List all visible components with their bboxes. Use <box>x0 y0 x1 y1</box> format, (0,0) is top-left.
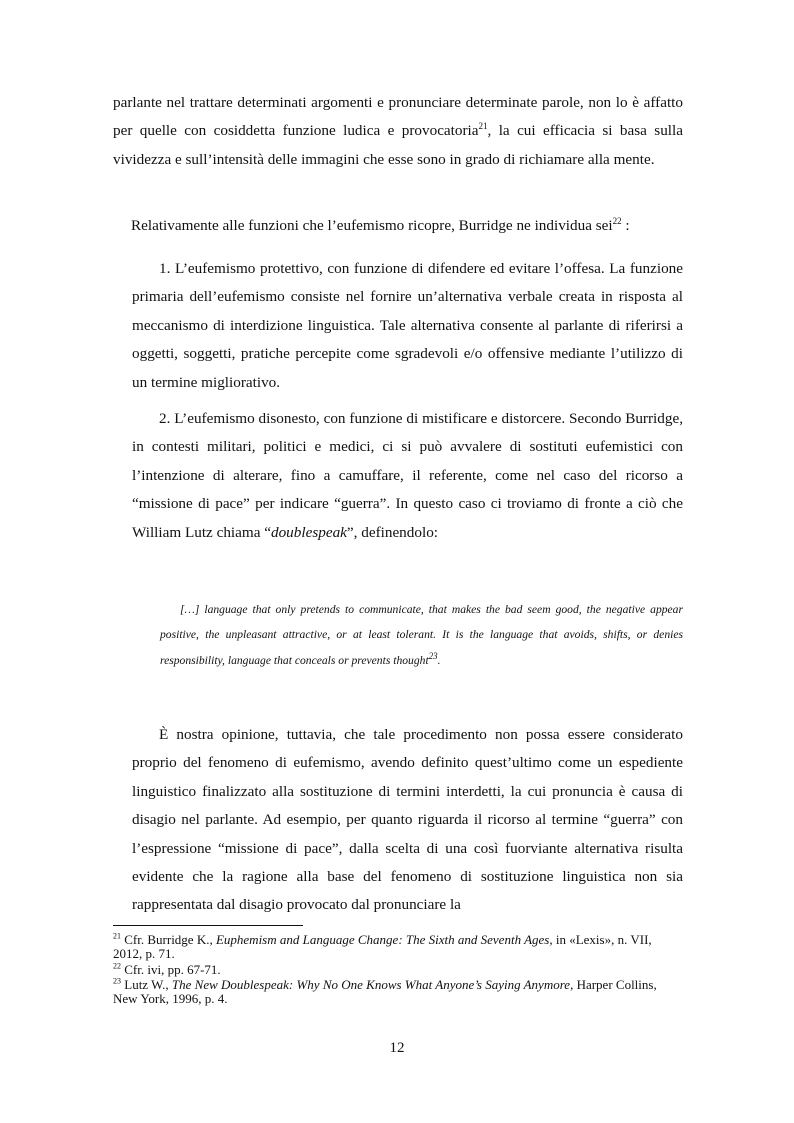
footnote-ref-22[interactable]: 22 <box>612 215 622 226</box>
footnote-ref-23[interactable]: 23 <box>428 650 438 661</box>
paragraph-functions-intro: Relativamente alle funzioni che l’eufemismo ricopre, Burridge ne individua sei$^{22}$ : <box>131 215 630 234</box>
footnote-21: $^{21}$ Cfr. Burridge K., Euphemism and Language Change: The Sixth and Seventh Ages, in «Lexis», n. VII, 2012, p. 71. <box>113 931 652 961</box>
paragraph-intro: parlante nel trattare determinati argomenti e pronunciare determinate parole, non lo è affatto per quelle con cosiddetta funzione ludica e provocatoria$^{21}$, la cui efficacia si basa sulla vividezza e sull’intensità delle immagini che esse sono in grado di richiamare alla mente. <box>113 94 683 168</box>
block-quote: […] language that only pretends to communicate, that makes the bad seem good, the negative appear positive, the unpleasant attractive, or at least tolerant. It is the language that avoids, shifts, or denies responsibility, language that conceals or prevents thought$^{23}$. <box>160 603 683 667</box>
footnote-ref-21[interactable]: 21 <box>478 121 488 132</box>
footnote-23: $^{23}$ Lutz W., The New Doublespeak: Why No One Knows What Anyone’s Saying Anymore, Harper Collins, New York, 1996, p. 4. <box>113 976 657 1006</box>
footnote-divider <box>113 925 303 926</box>
footnote-22: $^{22}$ Cfr. ivi, pp. 67-71. <box>113 961 221 977</box>
list-item-dishonest-euphemism: 2. L’eufemismo disonesto, con funzione di mistificare e distorcere. Secondo Burridge, in contesti militari, politici e medici, ci si può avvalere di sostituti eufemistici con l’intenzione di alterare, fino a camuffare, il referente, come nel caso del ricorso a “missione di pace” per indicare “guerra”. In questo caso ci troviamo di fronte a ciò che William Lutz chiama “doublespeak”, definendolo: <box>132 410 683 541</box>
doublespeak-term: doublespeak <box>270 523 347 541</box>
page-number: 12 <box>389 1040 405 1056</box>
paragraph-opinion: È nostra opinione, tuttavia, che tale procedimento non possa essere considerato proprio del fenomeno di eufemismo, avendo definito quest’ultimo come un espediente linguistico finalizzato alla sostituzione di termini interdetti, la cui pronuncia è causa di disagio nel parlante. Ad esempio, per quanto riguarda il ricorso al termine “guerra” con l’espressione “missione di pace”, dalla scelta di una così fuorviante alternativa risulta evidente che la ragione alla base del fenomeno di sostituzione linguistica non sia rappresentata dal disagio provocato dal pronunciare la <box>132 726 683 914</box>
list-item-protective-euphemism: 1. L’eufemismo protettivo, con funzione di difendere ed evitare l’offesa. La funzione primaria dell’eufemismo consiste nel fornire un’alternativa verbale creata in risposta al meccanismo di interdizione linguistica. Tale alternativa consente al parlante di riferirsi a oggetti, soggetti, pratiche percepite come sgradevoli e/o offensive mediante l’utilizzo di un termine migliorativo. <box>132 260 683 391</box>
